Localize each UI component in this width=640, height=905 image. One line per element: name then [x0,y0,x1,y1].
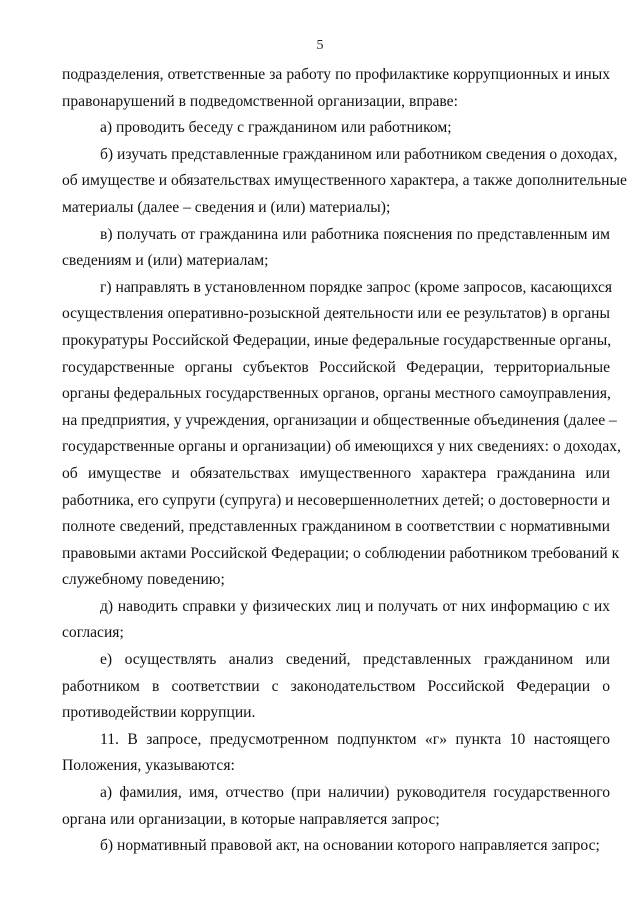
text-line: Положения, указываются: [62,757,235,775]
paragraph-item-v-explanations [62,222,610,275]
text-line: е) осуществлять анализ сведений, представленных гражданином или [100,651,610,669]
text-line: государственные органы субъектов Российской Федерации, территориальные [62,358,610,376]
text-line: д) наводить справки у физических лиц и получать от них информацию с их [100,597,610,615]
text-line: служебному поведению; [62,571,225,589]
text-line: об имуществе и обязательствах имущественного характера, а также дополнительные [62,172,627,190]
document-body [62,62,627,860]
text-line: а) фамилия, имя, отчество (при наличии) руководителя государственного [100,784,610,802]
text-line: прокуратуры Российской Федерации, иные федеральные государственные органы, [62,331,612,349]
text-line: материалы (далее – сведения и (или) материалы); [62,198,391,216]
paragraph-item-d-inquiries [62,594,610,647]
paragraph-intro [62,62,610,115]
text-line: об имуществе и обязательствах имущественного характера гражданина или [62,464,610,482]
paragraph-item-g-requests [62,275,621,594]
text-line: на предприятия, у учреждения, организации и общественные объединения (далее – [62,411,617,429]
text-line: а) проводить беседу с гражданином или работником; [100,119,452,137]
paragraph-item-b-study-info [62,142,627,222]
text-line: 11. В запросе, предусмотренном подпунктом «г» пункта 10 настоящего [100,730,610,748]
text-line: в) получать от гражданина или работника пояснения по представленным им [100,225,610,243]
text-line: согласия; [62,624,124,642]
paragraph-item-a-conversation [62,115,610,142]
text-line: правовыми актами Российской Федерации; о соблюдении работником требований к [62,544,620,562]
paragraph-item-e-analysis [62,647,610,727]
text-line: г) направлять в установленном порядке запрос (кроме запросов, касающихся [100,278,613,296]
text-line: полноте сведений, представленных гражданином в соответствии с нормативными [62,518,610,536]
text-line: осуществления оперативно-розыскной деятельности или ее результатов) в органы [62,305,610,323]
paragraph-section-11-item-a [62,780,610,833]
text-line: органа или организации, в которые направляется запрос; [62,810,440,828]
text-line: органы федеральных государственных органов, органы местного самоуправления, [62,385,611,403]
text-line: государственные органы и организации) об имеющихся у них сведениях: о доходах, [62,438,621,456]
text-line: противодействии коррупции. [62,704,256,722]
text-line: работника, его супруги (супруга) и несовершеннолетних детей; о достоверности и [62,491,611,509]
page-number: 5 [316,38,324,53]
text-line: сведениям и (или) материалам; [62,252,269,270]
paragraph-section-11 [62,727,610,780]
text-line: работником в соответствии с законодательством Российской Федерации о [62,677,610,695]
text-line: правонарушений в подведомственной организации, вправе: [62,92,458,110]
text-line: б) изучать представленные гражданином или работником сведения о доходах, [100,145,618,163]
paragraph-section-11-item-b [62,833,610,860]
text-line: подразделения, ответственные за работу по профилактике коррупционных и иных [62,66,610,83]
text-line: б) нормативный правовой акт, на основании которого направляется запрос; [100,837,600,855]
